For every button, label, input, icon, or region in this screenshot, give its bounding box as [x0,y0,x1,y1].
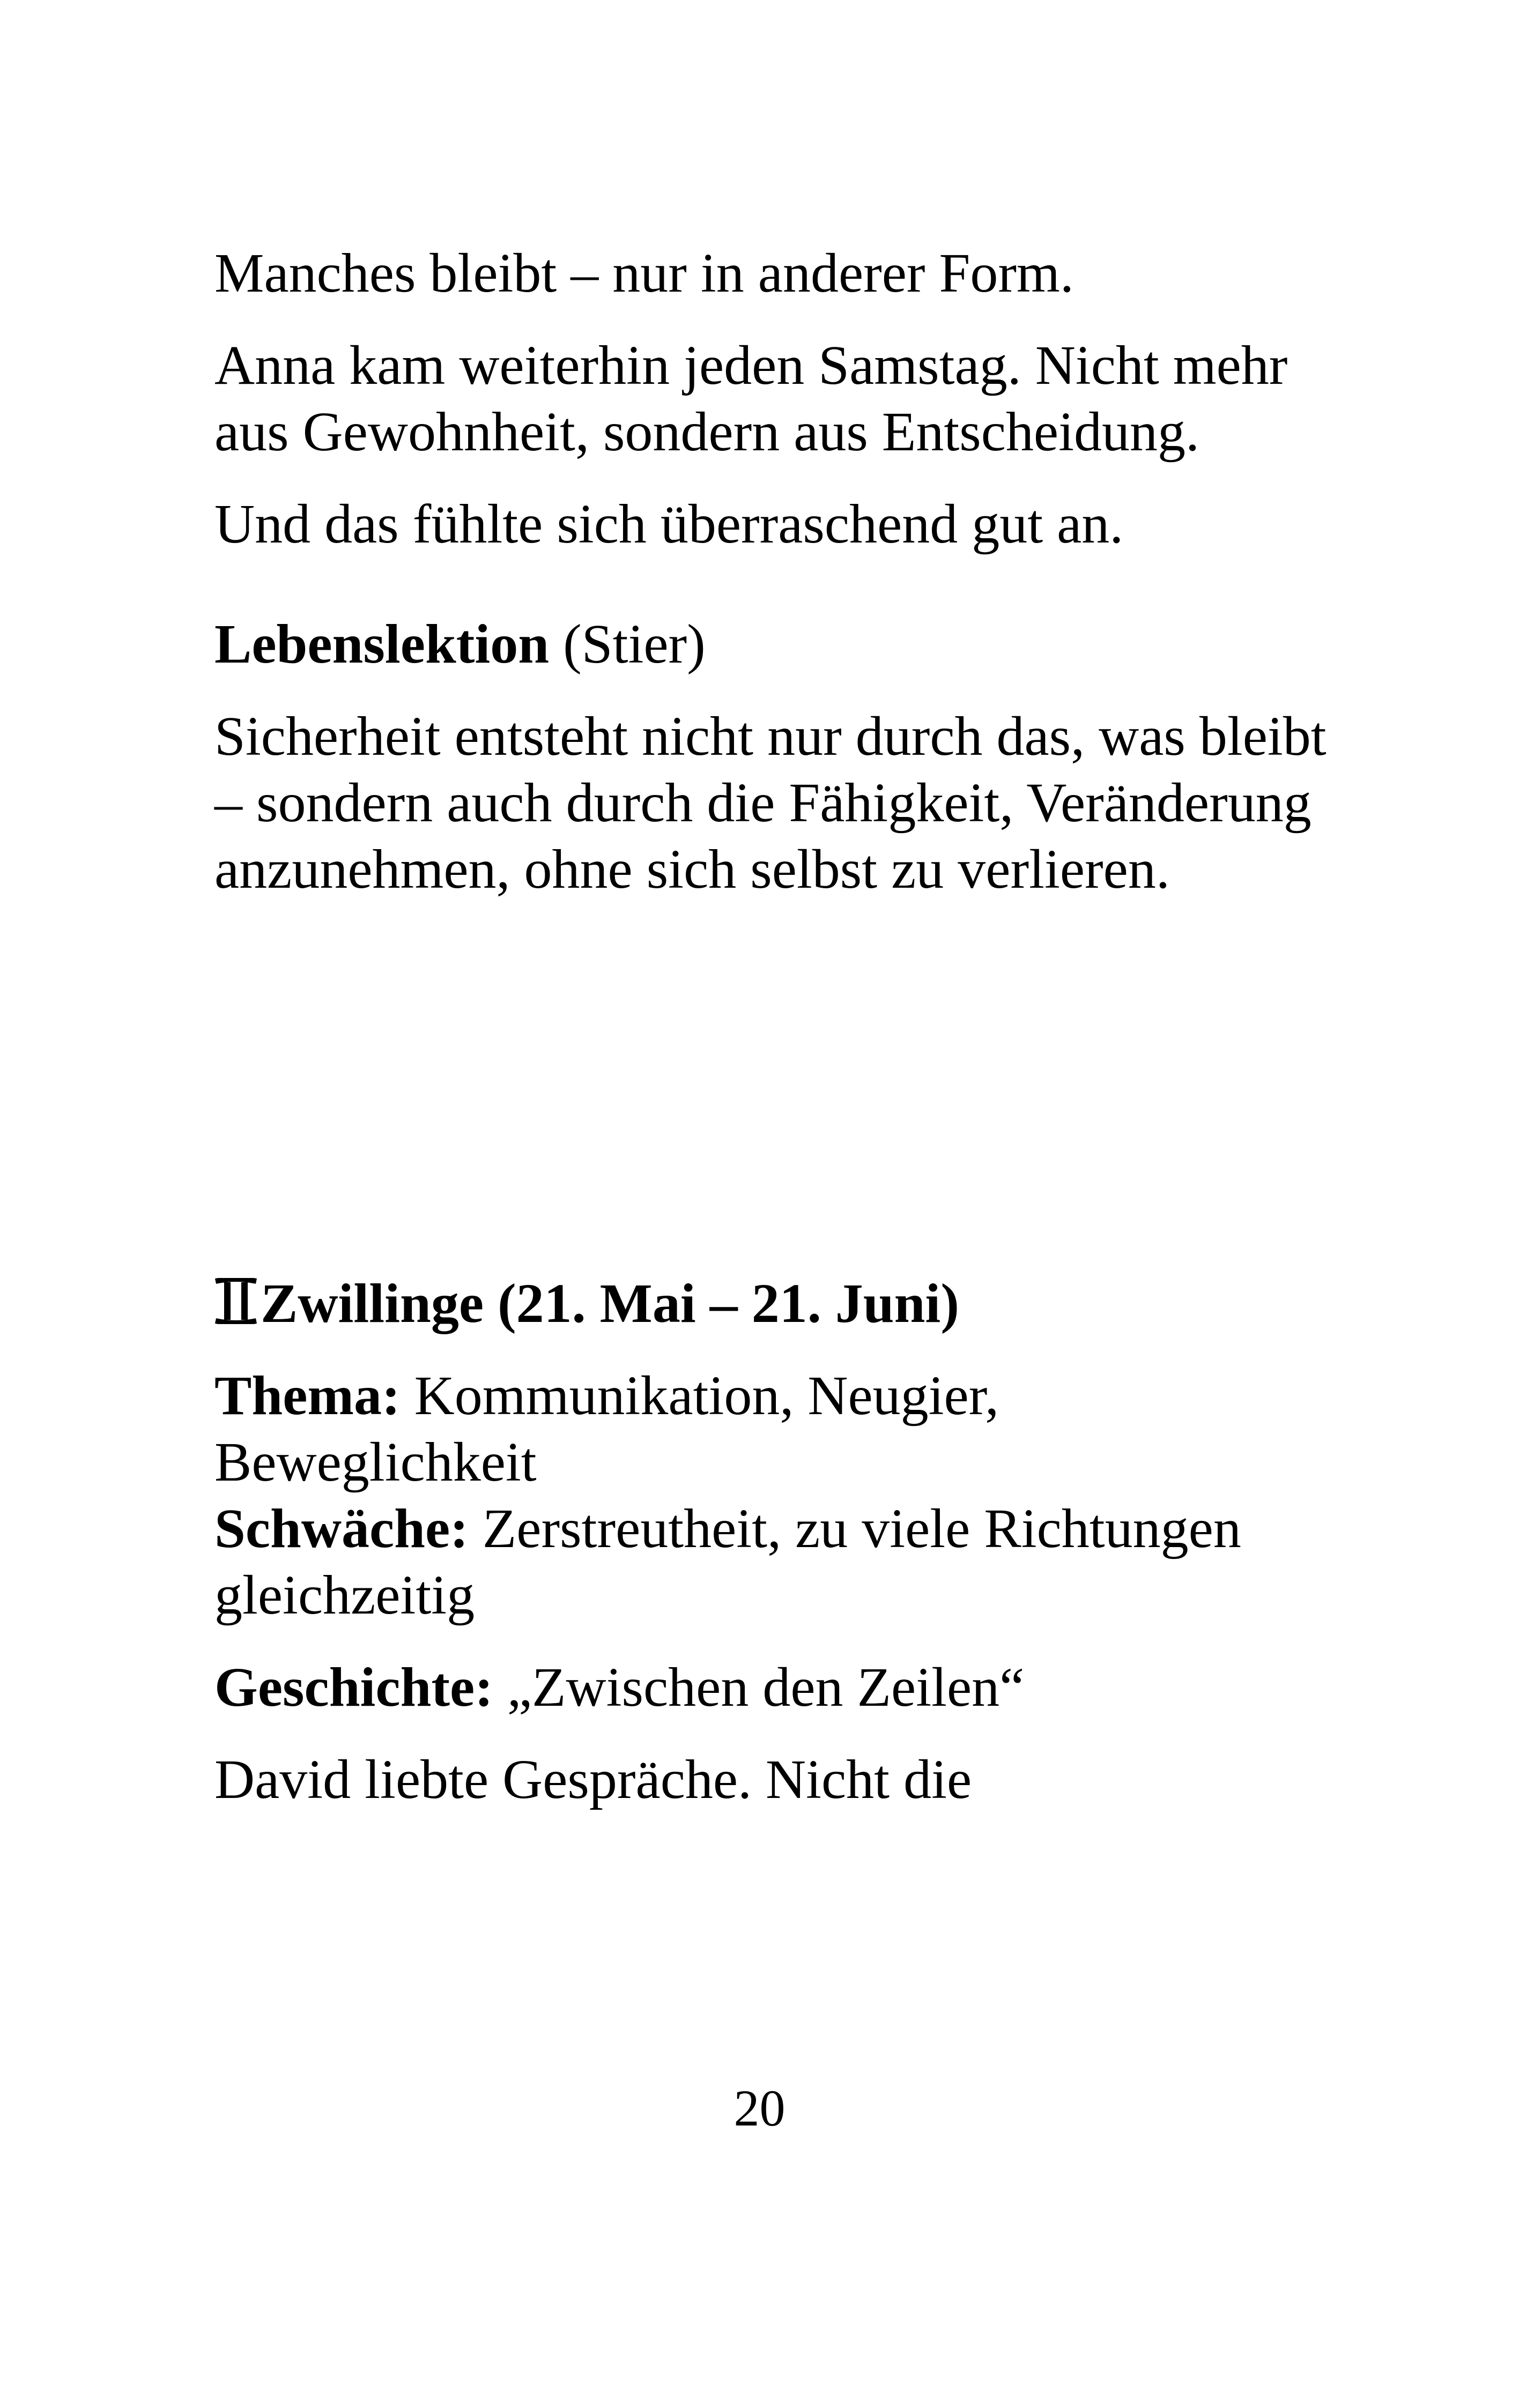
theme-text: Kommunikation, Neugier, Beweglichkeit [214,1365,999,1493]
section-title-text: Zwillinge (21. Mai – 21. Juni) [261,1273,959,1334]
story-label: Geschichte: [214,1656,493,1718]
paragraph: Manches bleibt – nur in anderer Form. [214,242,1074,304]
story-title: „Zwischen den Zeilen“ [493,1656,1025,1718]
lesson-sign: (Stier) [549,613,706,675]
weakness-text: Zerstreutheit, zu viele Richtungen gleichzeitig [214,1498,1241,1626]
paragraph: Anna kam weiterhin jeden Samstag. Nicht mehr aus Gewohnheit, sondern aus Entscheidung. [214,335,1288,463]
lesson-heading [214,611,1330,678]
weakness-label: Schwäche: [214,1498,469,1559]
section-spacer [214,928,1330,1270]
section-title [214,1270,1330,1337]
lesson-text: Sicherheit entsteht nicht nur durch das, was bleibt – sondern auch durch die Fähigkeit, Veränderung anzunehmen, ohne sich selbst zu verlieren. [214,705,1327,900]
lesson-label: Lebenslektion [214,613,550,675]
story-paragraph: David liebte Gespräche. Nicht die [214,1749,972,1810]
theme-line [214,1363,1330,1496]
weakness-line [214,1496,1330,1629]
paragraph: Und das fühlte sich überraschend gut an. [214,493,1124,555]
page-number: 20 [733,2079,786,2137]
page-content [214,240,1330,1839]
story-line [214,1654,1330,1721]
gemini-symbol-icon [214,1273,257,1319]
theme-label: Thema: [214,1365,401,1426]
